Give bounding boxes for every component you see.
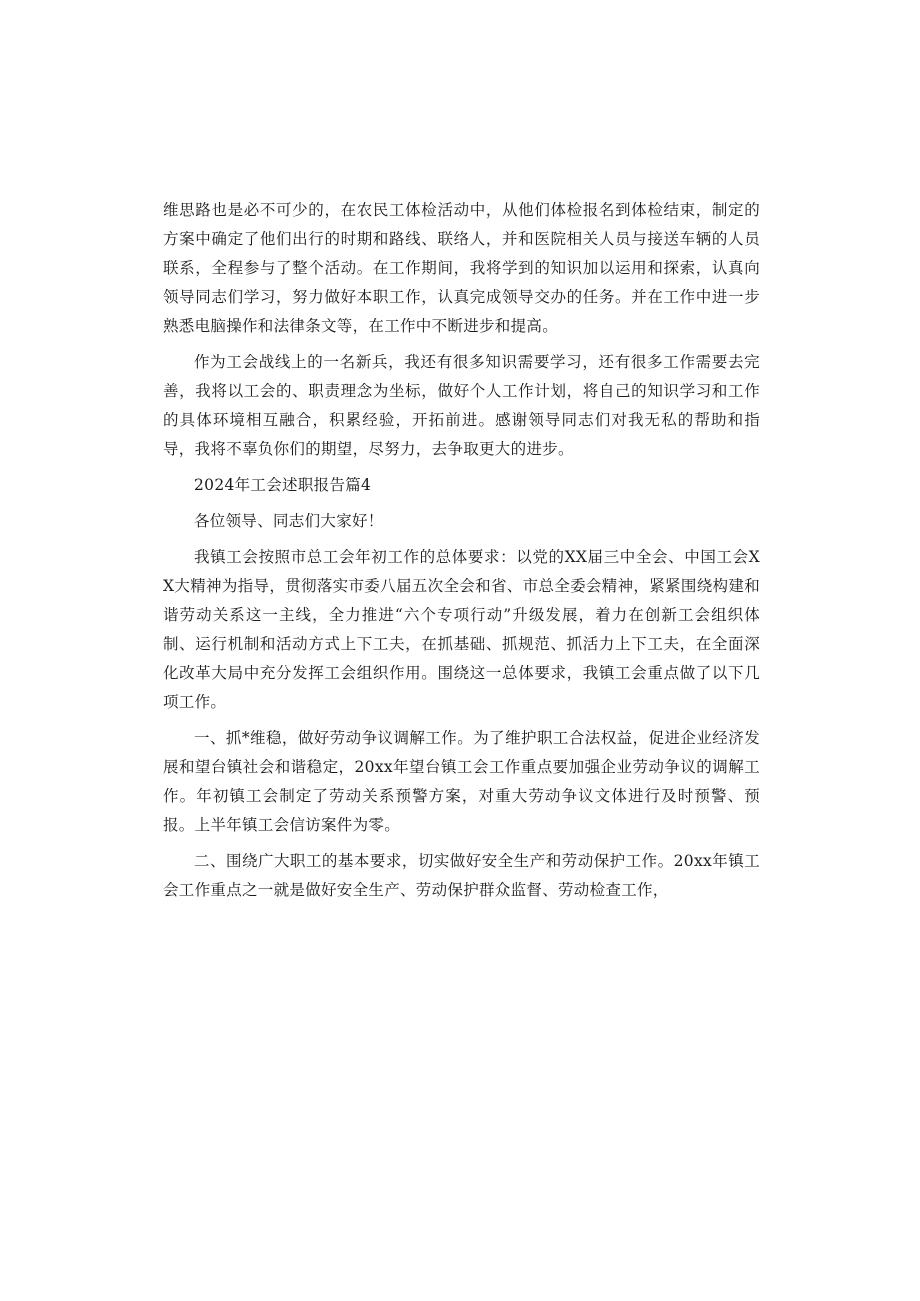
paragraph-overview: 我镇工会按照市总工会年初工作的总体要求：以党的XX届三中全会、中国工会XX大精神为指导，贯彻落实市委八届五次全会和省、市总全委会精神，紧紧围绕构建和谐劳动关系这一主线，全力推进“六个专项行动”升级发展，着力在创新工会组织体制、运行机制和活动方式上下工夫，在抓基础、抓规范、抓活力上下工夫，在全面深化改革大局中充分发挥工会组织作用。围绕这一总体要求，我镇工会重点做了以下几项工作。 — [163, 548, 760, 711]
paragraph-item-one: 一、抓*维稳，做好劳动争议调解工作。为了维护职工合法权益，促进企业经济发展和望台镇社会和谐稳定，20xx年望台镇工会工作重点要加强企业劳动争议的调解工作。年初镇工会制定了劳动关系预警方案，对重大劳动争议文体进行及时预警、预报。上半年镇工会信访案件为零。 — [163, 729, 760, 834]
paragraph-new-recruit: 作为工会战线上的一名新兵，我还有很多知识需要学习，还有很多工作需要去完善，我将以工会的、职责理念为坐标，做好个人工作计划，将自己的知识学习和工作的具体环境相互融合，积累经验，开拓前进。感谢领导同志们对我无私的帮助和指导，我将不辜负你们的期望，尽努力，去争取更大的进步。 — [163, 353, 760, 458]
section-title: 2024年工会述职报告篇4 — [194, 476, 372, 494]
paragraph-continuation: 维思路也是必不可少的，在农民工体检活动中，从他们体检报名到体检结束，制定的方案中确定了他们出行的时期和路线、联络人，并和医院相关人员与接送车辆的人员联系，全程参与了整个活动。在工作期间，我将学到的知识加以运用和探索，认真向领导同志们学习，努力做好本职工作，认真完成领导交办的任务。并在工作中进一步熟悉电脑操作和法律条文等，在工作中不断进步和提高。 — [163, 201, 760, 335]
document-body — [163, 196, 760, 905]
greeting: 各位领导、同志们大家好！ — [194, 512, 384, 530]
paragraph-item-two: 二、围绕广大职工的基本要求，切实做好安全生产和劳动保护工作。20xx年镇工会工作重点之一就是做好安全生产、劳动保护群众监督、劳动检查工作， — [163, 852, 760, 899]
